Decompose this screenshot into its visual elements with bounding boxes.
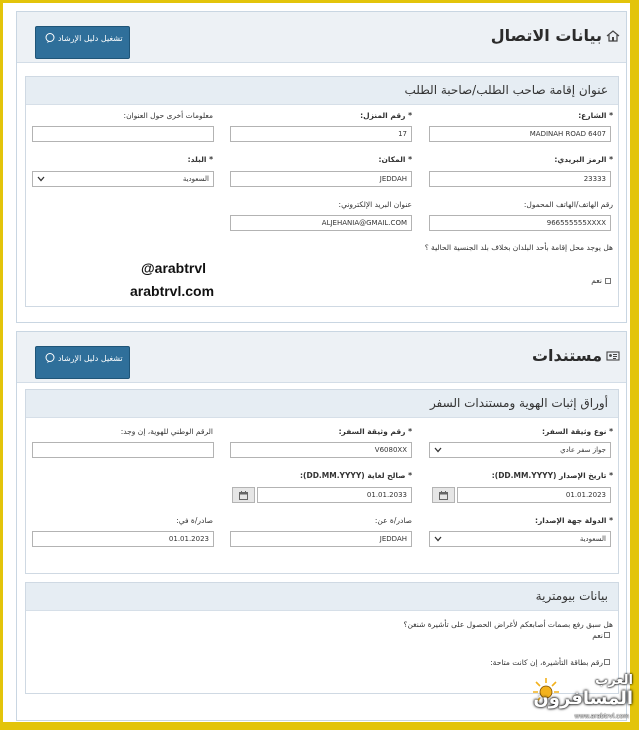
doc-type-select-value: جواز سفر عادي — [560, 446, 606, 454]
visa-card-label: رقم بطاقة التأشيرة، إن كانت متاحة: — [490, 658, 603, 667]
fingerprints-question: هل سبق رفع بصمات أصابعكم لأغراض الحصول على تأشيرة شنغن؟ — [403, 620, 613, 629]
residence-question: هل يوجد محل إقامة بأحد البلدان بخلاف بلد الجنسية الحالية ؟ — [424, 243, 613, 252]
logo-text-main: المسافرون — [533, 688, 633, 709]
fingerprints-yes-label: نعم — [592, 631, 603, 640]
chevron-down-icon — [434, 447, 442, 453]
documents-title: مستندات — [531, 346, 602, 365]
contact-card — [16, 11, 627, 323]
place-label: * المكان: — [378, 155, 412, 164]
house-number-label: * رقم المنزل: — [360, 111, 412, 120]
identity-section-header — [26, 390, 618, 418]
issuing-country-label: * الدولة جهة الإصدار: — [534, 516, 613, 525]
doc-number-input[interactable]: V6080XX — [230, 442, 412, 458]
guide-button-documents[interactable] — [35, 346, 130, 379]
issued-on-label: صادر/ة في: — [176, 516, 213, 525]
speech-bubble-icon — [45, 33, 55, 43]
guide-button-label: تشغيل دليل الإرشاد — [57, 354, 123, 363]
issuing-country-select[interactable] — [429, 531, 611, 547]
doc-number-label: * رقم وثيقة السفر: — [338, 427, 412, 436]
site-logo — [527, 670, 633, 726]
contact-title: بيانات الاتصال — [490, 26, 602, 45]
phone-input[interactable]: 966555555XXXX — [429, 215, 611, 231]
valid-until-input[interactable]: 01.01.2033 — [257, 487, 412, 503]
chevron-down-icon — [37, 176, 45, 182]
page-frame — [3, 3, 630, 722]
street-label: * الشارع: — [578, 111, 613, 120]
biometric-section-title: بيانات بيومترية — [535, 589, 608, 603]
identity-section-title: أوراق إثبات الهوية ومستندات السفر — [429, 396, 608, 410]
issue-date-input[interactable]: 01.01.2023 — [457, 487, 611, 503]
valid-until-label: * صالح لغاية (DD.MM.YYYY): — [300, 471, 412, 480]
contact-header — [17, 12, 626, 63]
house-number-input[interactable]: 17 — [230, 126, 412, 142]
country-select[interactable] — [32, 171, 214, 187]
watermark-handle: @arabtrvl — [141, 260, 207, 276]
logo-url: www.arabtrvl.com — [574, 713, 629, 720]
doc-type-label: * نوع وثيقة السفر: — [542, 427, 613, 436]
visa-card-checkbox[interactable] — [604, 659, 610, 665]
postal-code-label: * الرمز البريدي: — [554, 155, 613, 164]
national-id-label: الرقم الوطني للهوية، إن وجد: — [120, 427, 213, 436]
issuing-country-select-value: السعودية — [579, 535, 606, 543]
residence-yes-checkbox[interactable] — [605, 278, 611, 284]
country-select-value: السعودية — [182, 175, 209, 183]
residence-yes-label: نعم — [591, 276, 602, 285]
watermark-site: arabtrvl.com — [130, 283, 215, 299]
place-input[interactable]: JEDDAH — [230, 171, 412, 187]
calendar-icon — [439, 491, 448, 500]
address-section — [25, 76, 619, 307]
phone-label: رقم الهاتف/الهاتف المحمول: — [523, 200, 613, 209]
calendar-icon — [239, 491, 248, 500]
home-icon — [606, 30, 620, 42]
fingerprints-yes-checkbox[interactable] — [604, 632, 610, 638]
address-section-header — [26, 77, 618, 105]
street-input[interactable]: MADINAH ROAD 6407 — [429, 126, 611, 142]
guide-button-contact[interactable] — [35, 26, 130, 59]
doc-type-select[interactable] — [429, 442, 611, 458]
issue-date-label: * تاريخ الإصدار (DD.MM.YYYY): — [491, 471, 613, 480]
chevron-down-icon — [434, 536, 442, 542]
valid-until-calendar-button[interactable] — [232, 487, 255, 503]
guide-button-label: تشغيل دليل الإرشاد — [57, 34, 123, 43]
national-id-input[interactable] — [32, 442, 214, 458]
email-label: عنوان البريد الإلكتروني: — [338, 200, 412, 209]
logo-text-top: العرب — [595, 673, 633, 688]
biometric-section-header — [26, 583, 618, 611]
address-section-title: عنوان إقامة صاحب الطلب/صاحبة الطلب — [404, 83, 608, 97]
id-card-icon — [606, 350, 620, 362]
extra-address-info-input[interactable] — [32, 126, 214, 142]
issued-by-input[interactable]: JEDDAH — [230, 531, 412, 547]
speech-bubble-icon — [45, 353, 55, 363]
extra-address-info-label: معلومات أخرى حول العنوان: — [123, 111, 213, 120]
documents-header — [17, 332, 626, 383]
postal-code-input[interactable]: 23333 — [429, 171, 611, 187]
issued-by-label: صادر/ة عن: — [374, 516, 412, 525]
issued-on-input[interactable]: 01.01.2023 — [32, 531, 214, 547]
country-label: * البلد: — [187, 155, 213, 164]
email-input[interactable]: ALJEHANIA@GMAIL.COM — [230, 215, 412, 231]
issue-date-calendar-button[interactable] — [432, 487, 455, 503]
